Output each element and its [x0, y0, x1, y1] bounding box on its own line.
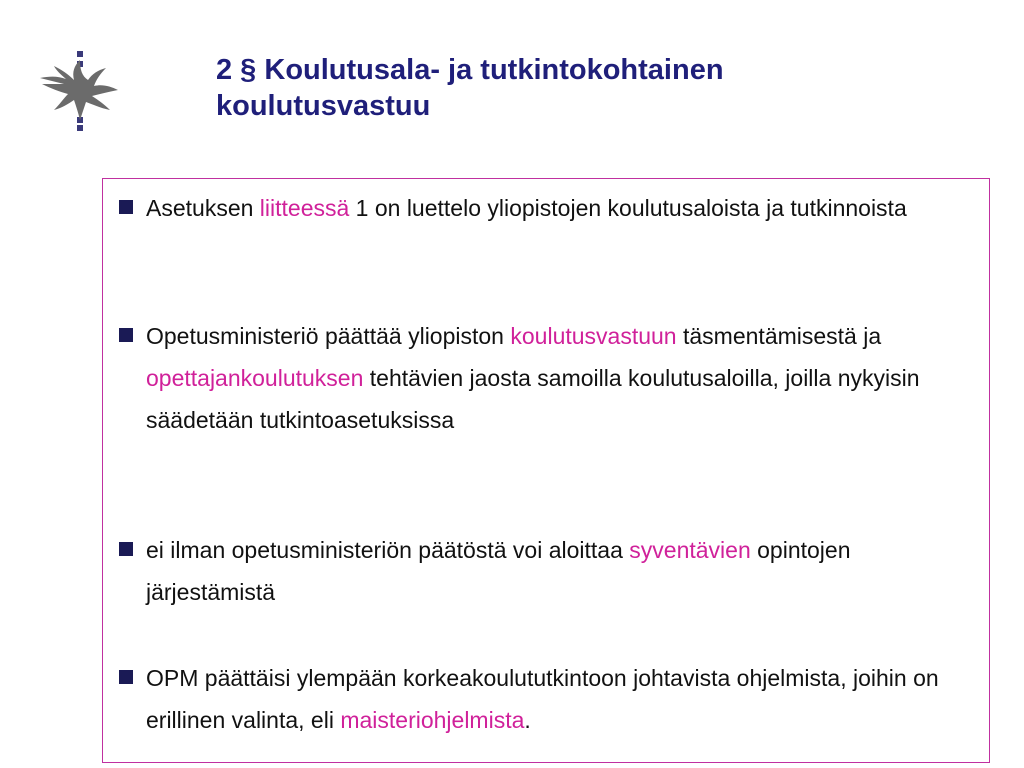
- bullet-square-icon: [119, 542, 133, 556]
- highlight-term: syventävien: [629, 537, 751, 563]
- title-line-1: 2 § Koulutusala- ja tutkintokohtainen: [216, 54, 724, 86]
- bullet-item: [117, 315, 967, 441]
- bullet-square-icon: [119, 328, 133, 342]
- title-line-2: koulutusvastuu: [216, 90, 431, 122]
- bullet-text: Opetusministeriö päättää yliopiston koulutusvastuun täsmentämisestä ja opettajankoulutuksen tehtävien jaosta samoilla koulutusaloilla, joilla nykyisin säädetään tutkintoasetuksissa: [146, 323, 920, 433]
- bullet-text: Asetuksen liitteessä 1 on luettelo yliopistojen koulutusaloista ja tutkinnoista: [146, 195, 907, 221]
- highlight-term: maisteriohjelmista: [340, 707, 525, 733]
- bullet-item: [117, 529, 967, 613]
- university-logo-icon: [36, 46, 126, 136]
- page-title: [216, 52, 916, 124]
- bullet-item: [117, 657, 967, 741]
- bullet-square-icon: [119, 670, 133, 684]
- highlight-term: opettajankoulutuksen: [146, 365, 364, 391]
- bullet-item: [117, 187, 967, 229]
- highlight-term: koulutusvastuun: [510, 323, 677, 349]
- bullet-text: ei ilman opetusministeriön päätöstä voi aloittaa syventävien opintojen järjestämistä: [146, 537, 851, 605]
- bullet-square-icon: [119, 200, 133, 214]
- content-box: [102, 178, 990, 763]
- highlight-term: liitteessä: [259, 195, 350, 221]
- bullet-text: OPM päättäisi ylempään korkeakoulututkintoon johtavista ohjelmista, joihin on erillinen valinta, eli maisteriohjelmista.: [146, 665, 939, 733]
